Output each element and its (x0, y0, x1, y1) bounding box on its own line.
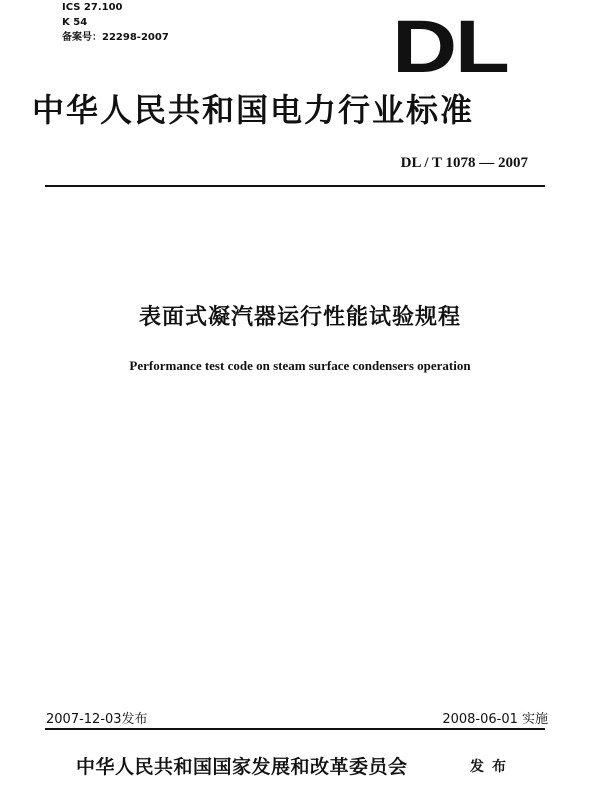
category-code: K 54 (62, 17, 88, 28)
ics-number: ICS 27.100 (62, 2, 123, 13)
standard-series-title: 中华人民共和国电力行业标准 (32, 91, 475, 129)
document-title-cn: 表面式凝汽器运行性能试验规程 (138, 305, 461, 330)
bottom-divider (45, 728, 545, 730)
issue-date: 2007-12-03发布 (46, 712, 148, 727)
standard-code: DL / T 1078 — 2007 (400, 155, 528, 171)
meta-block (62, 0, 169, 45)
record-number: 备案号：22298-2007 (62, 32, 169, 43)
document-title-en: Performance test code on steam surface condensers operation (129, 358, 471, 373)
effective-date: 2008-06-01 实施 (442, 712, 548, 727)
dl-logo: DL (392, 5, 508, 88)
publish-label: 发布 (470, 759, 514, 775)
publisher-name: 中华人民共和国国家发展和改革委员会 (76, 756, 408, 778)
top-divider (45, 185, 545, 187)
